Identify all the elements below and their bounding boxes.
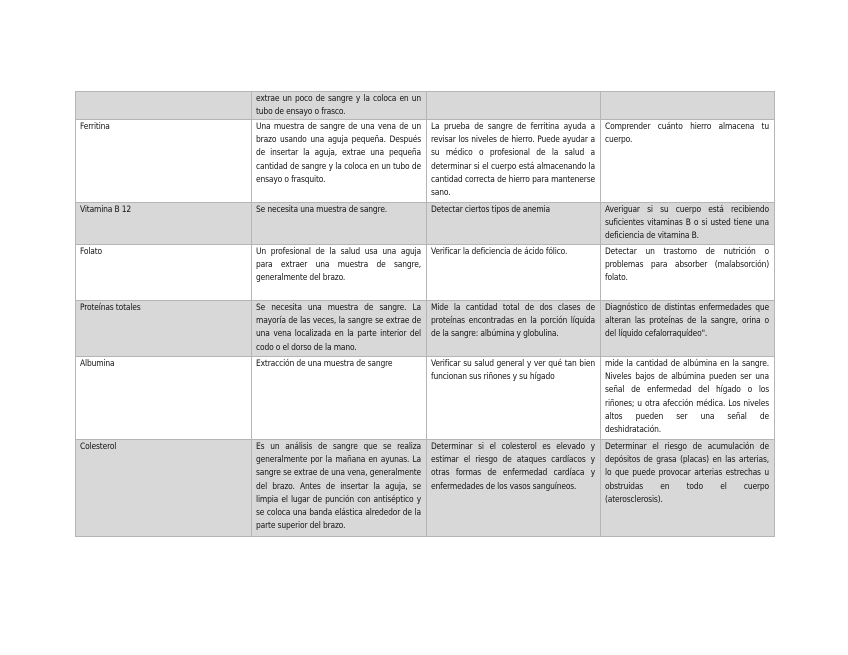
objective-cell: Detectar un trastorno de nutrición o problemas para absorber (malabsorción) folato. bbox=[601, 245, 775, 301]
test-name-cell: Colesterol bbox=[76, 440, 252, 537]
table-row bbox=[76, 120, 775, 203]
purpose-cell: Verificar su salud general y ver qué tan bien funcionan sus riñones y su hígado bbox=[427, 357, 601, 440]
test-name-cell bbox=[76, 92, 252, 120]
table-row bbox=[76, 92, 775, 120]
objective-cell: mide la cantidad de albúmina en la sangre. Niveles bajos de albúmina pueden ser una señal de enfermedad del hígado o los riñones; u otra afección médica. Los niveles altos pueden ser una señal de deshidratación. bbox=[601, 357, 775, 440]
table-row bbox=[76, 245, 775, 301]
procedure-cell: Extracción de una muestra de sangre bbox=[252, 357, 427, 440]
procedure-cell: Se necesita una muestra de sangre. La mayoría de las veces, la sangre se extrae de una vena localizada en la parte interior del codo o el dorso de la mano. bbox=[252, 301, 427, 357]
test-name-cell: Proteínas totales bbox=[76, 301, 252, 357]
table-row bbox=[76, 301, 775, 357]
test-name-cell: Albumina bbox=[76, 357, 252, 440]
objective-cell: Diagnóstico de distintas enfermedades que alteran las proteínas de la sangre, orina o del líquido cefalorraquídeo". bbox=[601, 301, 775, 357]
purpose-cell: La prueba de sangre de ferritina ayuda a revisar los niveles de hierro. Puede ayudar a su médico o profesional de la salud a determinar si el cuerpo está almacenando la cantidad correcta de hierro para mantenerse sano. bbox=[427, 120, 601, 203]
purpose-cell: Verificar la deficiencia de ácido fólico. bbox=[427, 245, 601, 301]
objective-cell: Averiguar si su cuerpo está recibiendo suficientes vitaminas B o si usted tiene una deficiencia de vitamina B. bbox=[601, 203, 775, 245]
table-row bbox=[76, 203, 775, 245]
test-name-cell: Ferritina bbox=[76, 120, 252, 203]
procedure-cell: extrae un poco de sangre y la coloca en un tubo de ensayo o frasco. bbox=[252, 92, 427, 120]
purpose-cell: Detectar ciertos tipos de anemia bbox=[427, 203, 601, 245]
objective-cell bbox=[601, 92, 775, 120]
procedure-cell: Un profesional de la salud usa una aguja para extraer una muestra de sangre, generalmente del brazo. bbox=[252, 245, 427, 301]
procedure-cell: Se necesita una muestra de sangre. bbox=[252, 203, 427, 245]
purpose-cell: Determinar si el colesterol es elevado y estimar el riesgo de ataques cardíacos y otras formas de enfermedad cardíaca y enfermedades de los vasos sanguíneos. bbox=[427, 440, 601, 537]
purpose-cell: Mide la cantidad total de dos clases de proteínas encontradas en la porción líquida de la sangre: albúmina y globulina. bbox=[427, 301, 601, 357]
lab-tests-table bbox=[75, 91, 775, 537]
objective-cell: Determinar el riesgo de acumulación de depósitos de grasa (placas) en las arterias, lo que puede provocar arterias estrechas u obstruidas en todo el cuerpo (aterosclerosis). bbox=[601, 440, 775, 537]
table-row bbox=[76, 357, 775, 440]
objective-cell: Comprender cuánto hierro almacena tu cuerpo. bbox=[601, 120, 775, 203]
test-name-cell: Vitamina B 12 bbox=[76, 203, 252, 245]
test-name-cell: Folato bbox=[76, 245, 252, 301]
procedure-cell: Es un análisis de sangre que se realiza generalmente por la mañana en ayunas. La sangre se extrae de una vena, generalmente del brazo. Antes de insertar la aguja, se limpia el lugar de punción con antiséptico y se coloca una banda elástica alrededor de la parte superior del brazo. bbox=[252, 440, 427, 537]
purpose-cell bbox=[427, 92, 601, 120]
procedure-cell: Una muestra de sangre de una vena de un brazo usando una aguja pequeña. Después de insertar la aguja, extrae una pequeña cantidad de sangre y la coloca en un tubo de ensayo o frasquito. bbox=[252, 120, 427, 203]
table-row bbox=[76, 440, 775, 537]
